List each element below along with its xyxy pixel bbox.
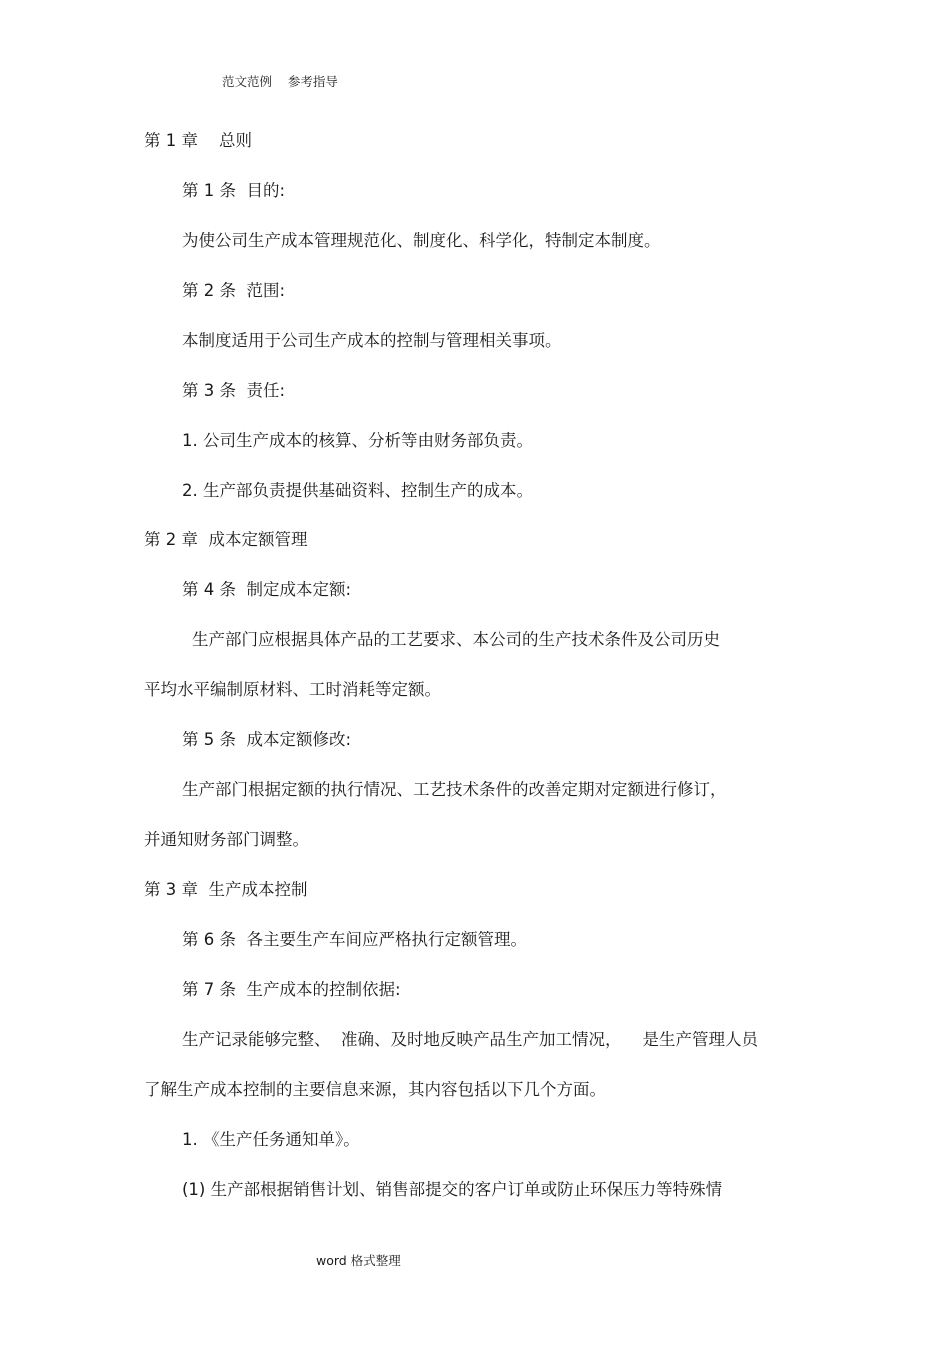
article-heading: 第 7 条 生产成本的控制依据: (182, 980, 401, 999)
page-footer: word 格式整理 (316, 1253, 401, 1268)
paragraph-continuation: 了解生产成本控制的主要信息来源，其内容包括以下几个方面。 (144, 1080, 606, 1099)
paragraph: 生产部门根据定额的执行情况、工艺技术条件的改善定期对定额进行修订， (182, 780, 727, 799)
article-heading: 第 3 条 责任: (182, 381, 286, 400)
article-heading: 第 1 条 目的: (182, 181, 286, 200)
chapter-heading: 第 3 章 生产成本控制 (144, 880, 308, 899)
list-item: 2. 生产部负责提供基础资料、控制生产的成本。 (182, 481, 533, 500)
list-item: (1) 生产部根据销售计划、销售部提交的客户订单或防止环保压力等特殊情 (182, 1180, 723, 1199)
paragraph-continuation: 并通知财务部门调整。 (144, 830, 309, 849)
article-heading: 第 2 条 范围: (182, 281, 286, 300)
paragraph-continuation: 平均水平编制原材料、工时消耗等定额。 (144, 680, 441, 699)
article-heading: 第 5 条 成本定额修改: (182, 730, 352, 749)
list-item: 1. 《生产任务通知单》。 (182, 1130, 360, 1149)
paragraph: 生产部门应根据具体产品的工艺要求、本公司的生产技术条件及公司历史 (192, 630, 720, 649)
article-heading: 第 6 条 各主要生产车间应严格执行定额管理。 (182, 930, 527, 949)
list-item: 1. 公司生产成本的核算、分析等由财务部负责。 (182, 431, 533, 450)
chapter-heading: 第 2 章 成本定额管理 (144, 530, 308, 549)
paragraph: 为使公司生产成本管理规范化、制度化、科学化，特制定本制度。 (182, 231, 661, 250)
article-heading: 第 4 条 制定成本定额: (182, 580, 352, 599)
chapter-heading: 第 1 章 总则 (144, 131, 252, 150)
paragraph: 生产记录能够完整、 准确、及时地反映产品生产加工情况， 是生产管理人员 (182, 1030, 758, 1049)
page-header: 范文范例 参考指导 (222, 74, 338, 89)
paragraph: 本制度适用于公司生产成本的控制与管理相关事项。 (182, 331, 562, 350)
